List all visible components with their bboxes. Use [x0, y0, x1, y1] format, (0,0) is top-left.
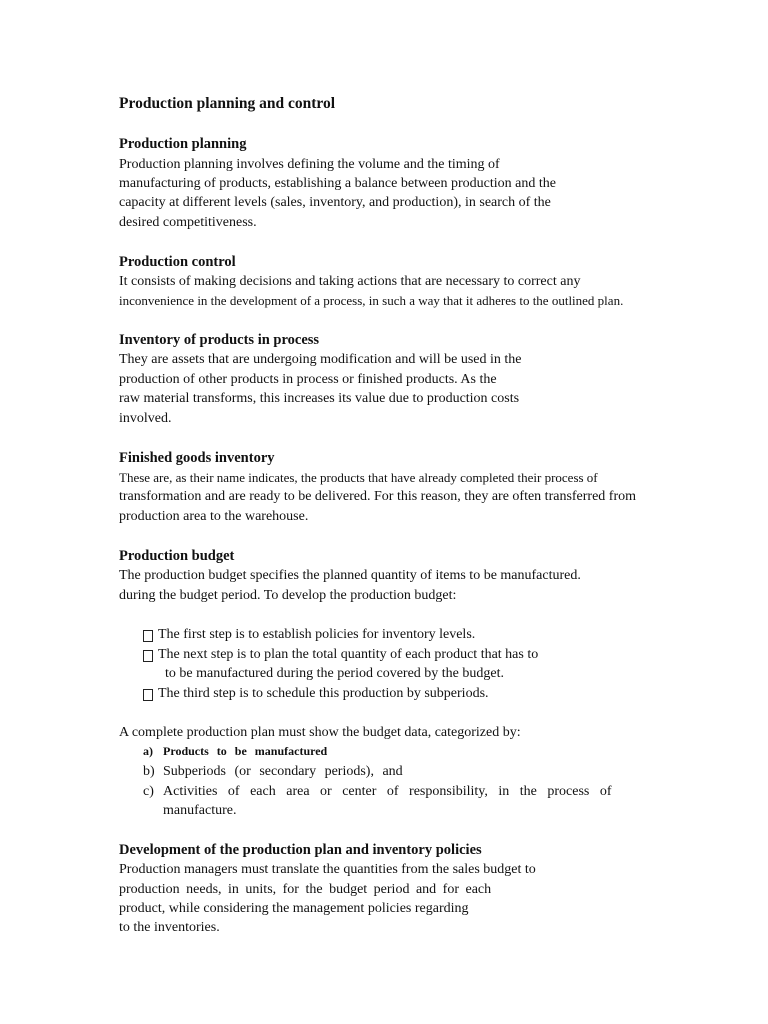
paragraph-line: A complete production plan must show the budget data, categorized by: [119, 725, 521, 740]
list-marker: a) [143, 744, 153, 758]
list-item: Subperiods (or secondary periods), and [163, 764, 403, 779]
paragraph-line: production needs, in units, for the budget period and for each [119, 882, 492, 897]
paragraph-line: The production budget specifies the planned quantity of items to be manufactured. [119, 568, 581, 583]
paragraph-line: raw material transforms, this increases its value due to production costs [119, 391, 520, 406]
paragraph-line: It consists of making decisions and taking actions that are necessary to correct any [119, 274, 581, 289]
paragraph-line: Production managers must translate the quantities from the sales budget to [119, 862, 536, 877]
paragraph-line: desired competitiveness. [119, 215, 257, 230]
paragraph-line: involved. [119, 411, 172, 426]
bullet-item: The first step is to establish policies for inventory levels. [158, 627, 476, 642]
bullet-item-continuation: to be manufactured during the period covered by the budget. [165, 666, 504, 681]
bullet-box-icon [143, 689, 153, 701]
bullet-item: The third step is to schedule this production by subperiods. [158, 686, 489, 701]
paragraph-line: production area to the warehouse. [119, 509, 309, 524]
list-marker: c) [143, 784, 154, 799]
heading-production-planning: Production planning [119, 136, 247, 152]
list-item: Products to be manufactured [163, 744, 328, 758]
bullet-box-icon [143, 650, 153, 662]
paragraph-line: transformation and are ready to be delivered. For this reason, they are often transferred from [119, 489, 637, 504]
paragraph-line: during the budget period. To develop the production budget: [119, 588, 457, 603]
paragraph-line: They are assets that are undergoing modification and will be used in the [119, 352, 522, 367]
list-marker: b) [143, 764, 155, 779]
paragraph-line: capacity at different levels (sales, inventory, and production), in search of the [119, 195, 551, 210]
paragraph-line: inconvenience in the development of a process, in such a way that it adheres to the outlined plan. [119, 293, 624, 308]
heading-inventory-in-process: Inventory of products in process [119, 332, 320, 348]
paragraph-line: These are, as their name indicates, the products that have already completed their process of [119, 470, 598, 485]
bullet-box-icon [143, 630, 153, 642]
paragraph-line: manufacturing of products, establishing a balance between production and the [119, 176, 556, 191]
paragraph-line: product, while considering the management policies regarding [119, 901, 469, 916]
heading-production-control: Production control [119, 254, 236, 270]
page-title: Production planning and control [119, 95, 336, 112]
paragraph-line: to the inventories. [119, 920, 220, 935]
paragraph-line: Production planning involves defining the volume and the timing of [119, 157, 500, 172]
paragraph-line: production of other products in process or finished products. As the [119, 372, 497, 387]
bullet-item: The next step is to plan the total quantity of each product that has to [158, 647, 539, 662]
heading-production-budget: Production budget [119, 548, 235, 564]
list-item: Activities of each area or center of responsibility, in the process of [163, 784, 612, 799]
heading-plan-development: Development of the production plan and inventory policies [119, 842, 482, 858]
list-item-continuation: manufacture. [163, 803, 237, 818]
heading-finished-goods: Finished goods inventory [119, 450, 275, 466]
